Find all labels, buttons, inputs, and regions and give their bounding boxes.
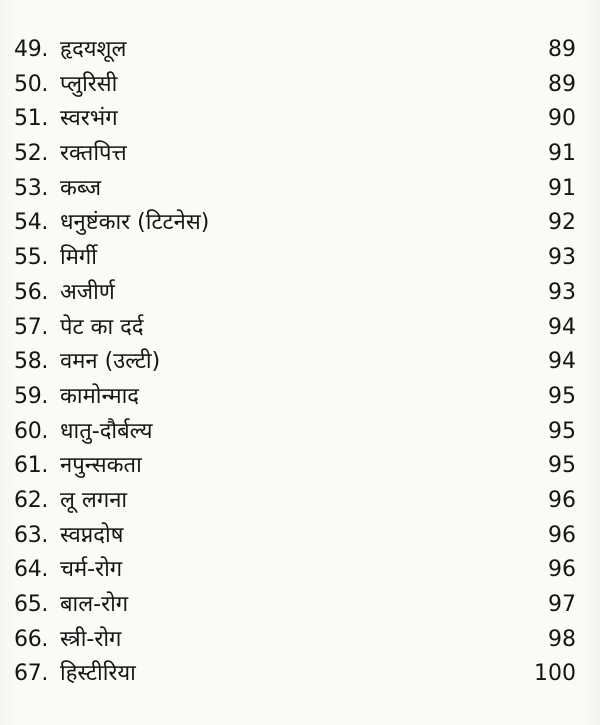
toc-entry xyxy=(0,243,600,278)
entry-page-number: 96 xyxy=(548,487,576,513)
entry-page-number: 96 xyxy=(548,522,576,548)
toc-entry xyxy=(0,347,600,382)
entry-title: हिस्टीरिया xyxy=(60,661,136,687)
entry-page-number: 94 xyxy=(548,314,576,340)
table-of-contents xyxy=(0,35,600,694)
entry-number: 65. xyxy=(14,592,49,617)
entry-number: 57. xyxy=(14,314,49,340)
entry-number: 60. xyxy=(14,418,49,444)
entry-number: 59. xyxy=(14,383,49,409)
entry-number: 66. xyxy=(14,626,49,652)
entry-number: 50. xyxy=(14,71,49,97)
entry-title: लू लगना xyxy=(60,487,128,513)
entry-page-number: 96 xyxy=(548,557,576,583)
entry-page-number: 91 xyxy=(548,175,576,201)
entry-page-number: 95 xyxy=(548,383,576,409)
toc-entry xyxy=(0,278,600,313)
entry-title: हृदयशूल xyxy=(60,37,127,62)
entry-number: 52. xyxy=(14,141,49,167)
toc-entry xyxy=(0,70,600,105)
toc-entry xyxy=(0,35,600,70)
entry-number: 56. xyxy=(14,279,49,305)
entry-page-number: 89 xyxy=(548,71,576,97)
toc-entry xyxy=(0,555,600,590)
entry-title: धातु-दौर्बल्य xyxy=(60,418,153,444)
entry-number: 63. xyxy=(14,522,49,548)
toc-entry xyxy=(0,521,600,556)
entry-page-number: 98 xyxy=(548,626,576,652)
entry-title: मिर्गी xyxy=(60,245,97,271)
entry-title: पेट का दर्द xyxy=(60,314,144,340)
entry-page-number: 95 xyxy=(548,453,576,479)
entry-number: 62. xyxy=(14,487,49,513)
entry-title: प्लुरिसी xyxy=(60,71,118,97)
entry-page-number: 92 xyxy=(548,210,576,236)
toc-entry xyxy=(0,625,600,660)
entry-page-number: 93 xyxy=(548,245,576,271)
entry-title: बाल-रोग xyxy=(60,592,129,617)
entry-title: वमन (उल्टी) xyxy=(60,349,161,375)
entry-title: स्वप्नदोष xyxy=(60,522,124,548)
entry-title: स्त्री-रोग xyxy=(60,626,122,652)
entry-title: कब्ज xyxy=(60,175,102,201)
entry-title: धनुष्टंकार (टिटनेस) xyxy=(60,210,210,236)
toc-entry xyxy=(0,451,600,486)
entry-number: 61. xyxy=(14,453,49,479)
entry-number: 53. xyxy=(14,175,49,201)
entry-page-number: 100 xyxy=(534,661,576,687)
entry-page-number: 97 xyxy=(548,592,576,617)
entry-title: नपुन्सकता xyxy=(60,453,142,479)
entry-page-number: 89 xyxy=(548,37,576,62)
toc-entry xyxy=(0,104,600,139)
entry-number: 55. xyxy=(14,245,49,271)
entry-page-number: 94 xyxy=(548,349,576,375)
entry-number: 49. xyxy=(14,37,49,62)
toc-entry xyxy=(0,417,600,452)
toc-entry xyxy=(0,139,600,174)
entry-number: 51. xyxy=(14,106,49,132)
entry-title: चर्म-रोग xyxy=(60,557,123,583)
entry-number: 54. xyxy=(14,210,49,236)
entry-number: 58. xyxy=(14,349,49,375)
entry-title: रक्तपित्त xyxy=(60,141,127,167)
toc-entry xyxy=(0,382,600,417)
entry-title: स्वरभंग xyxy=(60,106,118,132)
toc-entry xyxy=(0,208,600,243)
toc-entry xyxy=(0,313,600,348)
toc-entry xyxy=(0,659,600,694)
toc-entry xyxy=(0,486,600,521)
entry-page-number: 95 xyxy=(548,418,576,444)
entry-page-number: 90 xyxy=(548,106,576,132)
entry-title: अजीर्ण xyxy=(60,279,115,305)
toc-entry xyxy=(0,590,600,625)
entry-page-number: 93 xyxy=(548,279,576,305)
entry-title: कामोन्माद xyxy=(60,383,139,409)
entry-page-number: 91 xyxy=(548,141,576,167)
entry-number: 64. xyxy=(14,557,49,583)
entry-number: 67. xyxy=(14,661,49,687)
toc-entry xyxy=(0,174,600,209)
